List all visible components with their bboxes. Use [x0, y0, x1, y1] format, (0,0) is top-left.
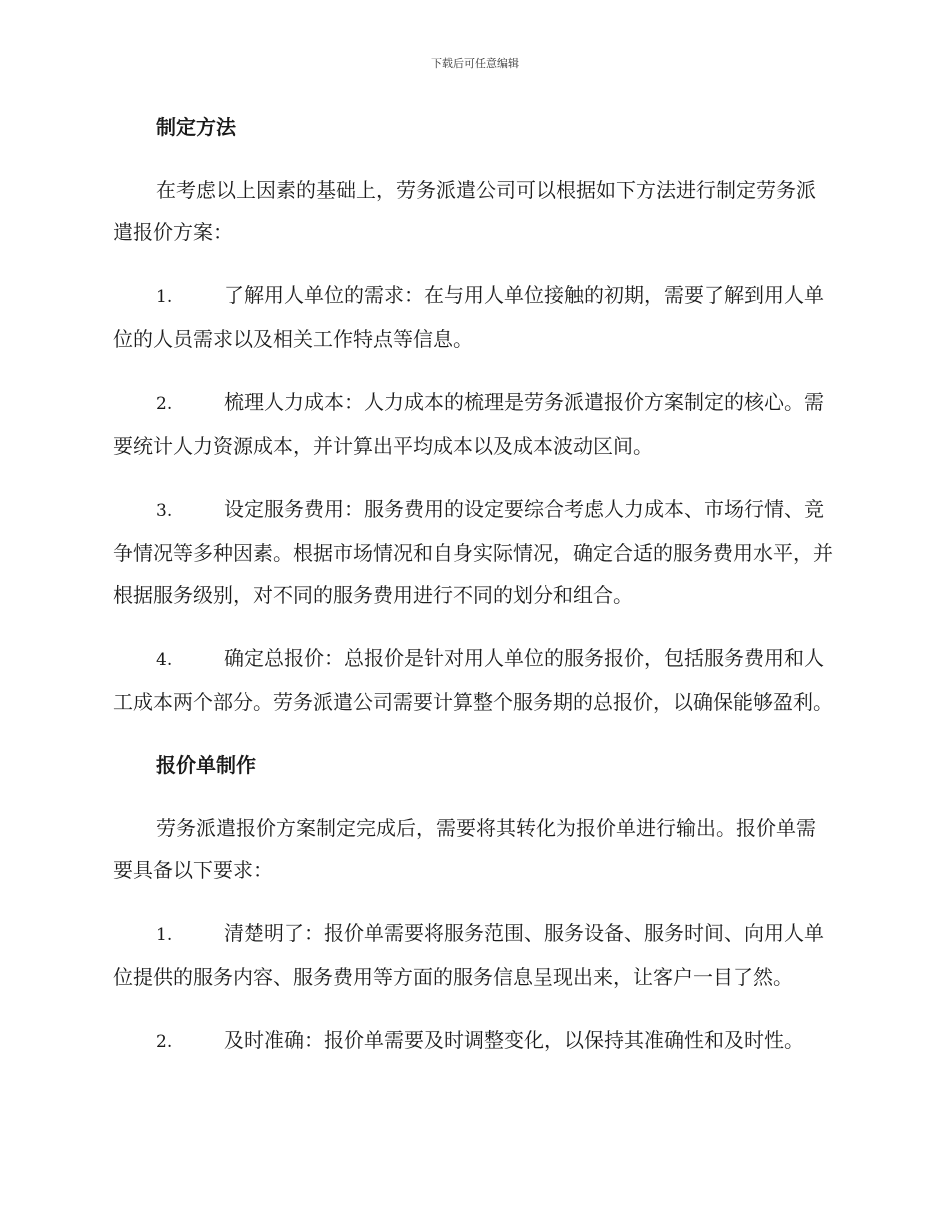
list-item-text: 了解用人单位的需求：在与用人单位接触的初期，需要了解到用人单位的人员需求以及相关工作特点等信息。	[113, 283, 824, 351]
list-item-number: 2.	[156, 394, 173, 414]
list-item	[113, 1019, 835, 1063]
section-heading-method: 制定方法	[156, 115, 236, 139]
section-intro-quote: 劳务派遣报价方案制定完成后，需要将其转化为报价单进行输出。报价单需要具备以下要求：	[113, 816, 816, 882]
list-item-number: 4.	[156, 650, 173, 670]
list-item	[113, 488, 835, 616]
list-item	[113, 637, 835, 723]
section-heading-quote: 报价单制作	[156, 753, 256, 777]
list-item	[113, 912, 835, 998]
list-item-number: 1.	[156, 925, 173, 945]
list-item-text: 设定服务费用：服务费用的设定要综合考虑人力成本、市场行情、竞争情况等多种因素。根据市场情况和自身实际情况，确定合适的服务费用水平，并根据服务级别，对不同的服务费用进行不同的划分和组合。	[113, 497, 833, 607]
page-header: 下载后可任意编辑	[431, 57, 519, 70]
list-item-number: 1.	[156, 287, 173, 307]
document-body	[113, 106, 835, 1084]
list-item-text: 及时准确：报价单需要及时调整变化，以保持其准确性和及时性。	[224, 1028, 804, 1052]
list-item	[113, 381, 835, 467]
list-item-number: 3.	[156, 501, 173, 521]
list-item-text: 梳理人力成本：人力成本的梳理是劳务派遣报价方案制定的核心。需要统计人力资源成本，并计算出平均成本以及成本波动区间。	[113, 390, 824, 458]
section-intro-method: 在考虑以上因素的基础上，劳务派遣公司可以根据如下方法进行制定劳务派遣报价方案：	[113, 178, 816, 244]
list-item-text: 清楚明了：报价单需要将服务范围、服务设备、服务时间、向用人单位提供的服务内容、服务费用等方面的服务信息呈现出来，让客户一目了然。	[113, 921, 824, 989]
list-item-text: 确定总报价：总报价是针对用人单位的服务报价，包括服务费用和人工成本两个部分。劳务派遣公司需要计算整个服务期的总报价，以确保能够盈利。	[113, 646, 833, 714]
list-item	[113, 274, 835, 360]
list-item-number: 2.	[156, 1032, 173, 1052]
